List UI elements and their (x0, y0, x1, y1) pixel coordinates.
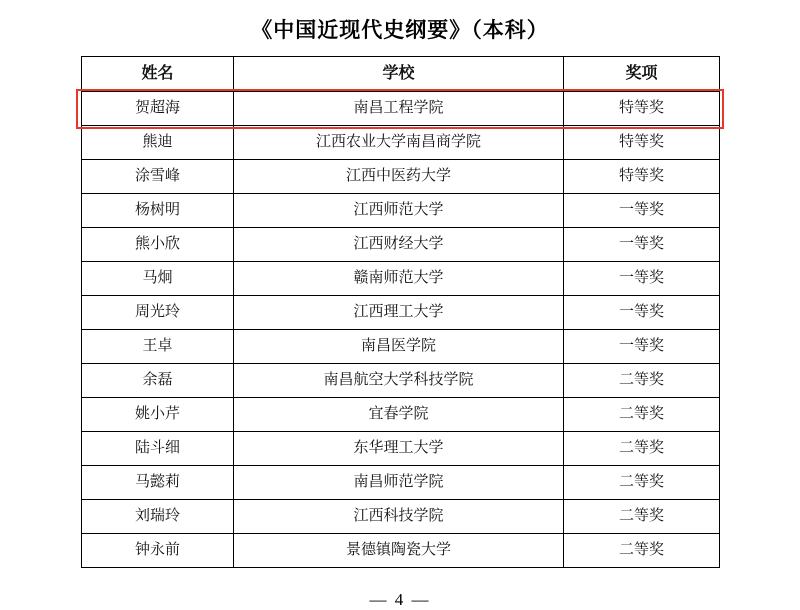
cell-school: 南昌医学院 (234, 330, 564, 364)
cell-award: 二等奖 (564, 534, 720, 568)
award-table (81, 56, 720, 568)
table-row (82, 534, 720, 568)
cell-school: 东华理工大学 (234, 432, 564, 466)
table-row (82, 364, 720, 398)
cell-name: 钟永前 (82, 534, 234, 568)
cell-name: 姚小芹 (82, 398, 234, 432)
cell-school: 江西理工大学 (234, 296, 564, 330)
table-row (82, 126, 720, 160)
table-row (82, 92, 720, 126)
cell-award: 一等奖 (564, 194, 720, 228)
column-header-name: 姓名 (82, 57, 234, 92)
cell-name: 刘瑞玲 (82, 500, 234, 534)
table-row (82, 398, 720, 432)
cell-school: 江西中医药大学 (234, 160, 564, 194)
cell-name: 杨树明 (82, 194, 234, 228)
cell-name: 熊迪 (82, 126, 234, 160)
cell-name: 余磊 (82, 364, 234, 398)
cell-award: 一等奖 (564, 330, 720, 364)
cell-award: 特等奖 (564, 160, 720, 194)
cell-name: 马炯 (82, 262, 234, 296)
table-row (82, 432, 720, 466)
table-row (82, 262, 720, 296)
cell-school: 赣南师范大学 (234, 262, 564, 296)
table-row (82, 228, 720, 262)
cell-award: 二等奖 (564, 466, 720, 500)
table-row (82, 330, 720, 364)
cell-school: 江西师范大学 (234, 194, 564, 228)
cell-name: 王卓 (82, 330, 234, 364)
column-header-award: 奖项 (564, 57, 720, 92)
award-table-container (81, 56, 719, 568)
table-row (82, 194, 720, 228)
cell-award: 特等奖 (564, 126, 720, 160)
cell-school: 南昌师范学院 (234, 466, 564, 500)
cell-name: 周光玲 (82, 296, 234, 330)
cell-school: 南昌工程学院 (234, 92, 564, 126)
cell-award: 二等奖 (564, 432, 720, 466)
table-row (82, 160, 720, 194)
cell-award: 二等奖 (564, 398, 720, 432)
page-title: 《中国近现代史纲要》（本科） (251, 18, 549, 42)
table-row (82, 466, 720, 500)
cell-name: 熊小欣 (82, 228, 234, 262)
table-body (82, 92, 720, 568)
cell-school: 景德镇陶瓷大学 (234, 534, 564, 568)
cell-award: 特等奖 (564, 92, 720, 126)
cell-award: 一等奖 (564, 296, 720, 330)
cell-school: 江西科技学院 (234, 500, 564, 534)
cell-school: 江西财经大学 (234, 228, 564, 262)
cell-school: 宜春学院 (234, 398, 564, 432)
cell-name: 涂雪峰 (82, 160, 234, 194)
cell-award: 二等奖 (564, 500, 720, 534)
cell-name: 贺超海 (82, 92, 234, 126)
column-header-school: 学校 (234, 57, 564, 92)
cell-school: 南昌航空大学科技学院 (234, 364, 564, 398)
cell-name: 马懿莉 (82, 466, 234, 500)
cell-award: 二等奖 (564, 364, 720, 398)
cell-award: 一等奖 (564, 262, 720, 296)
table-row (82, 500, 720, 534)
table-row (82, 296, 720, 330)
cell-award: 一等奖 (564, 228, 720, 262)
page-number: — 4 — (369, 590, 431, 609)
cell-school: 江西农业大学南昌商学院 (234, 126, 564, 160)
table-header-row (82, 57, 720, 92)
table-header (82, 57, 720, 92)
cell-name: 陆斗细 (82, 432, 234, 466)
